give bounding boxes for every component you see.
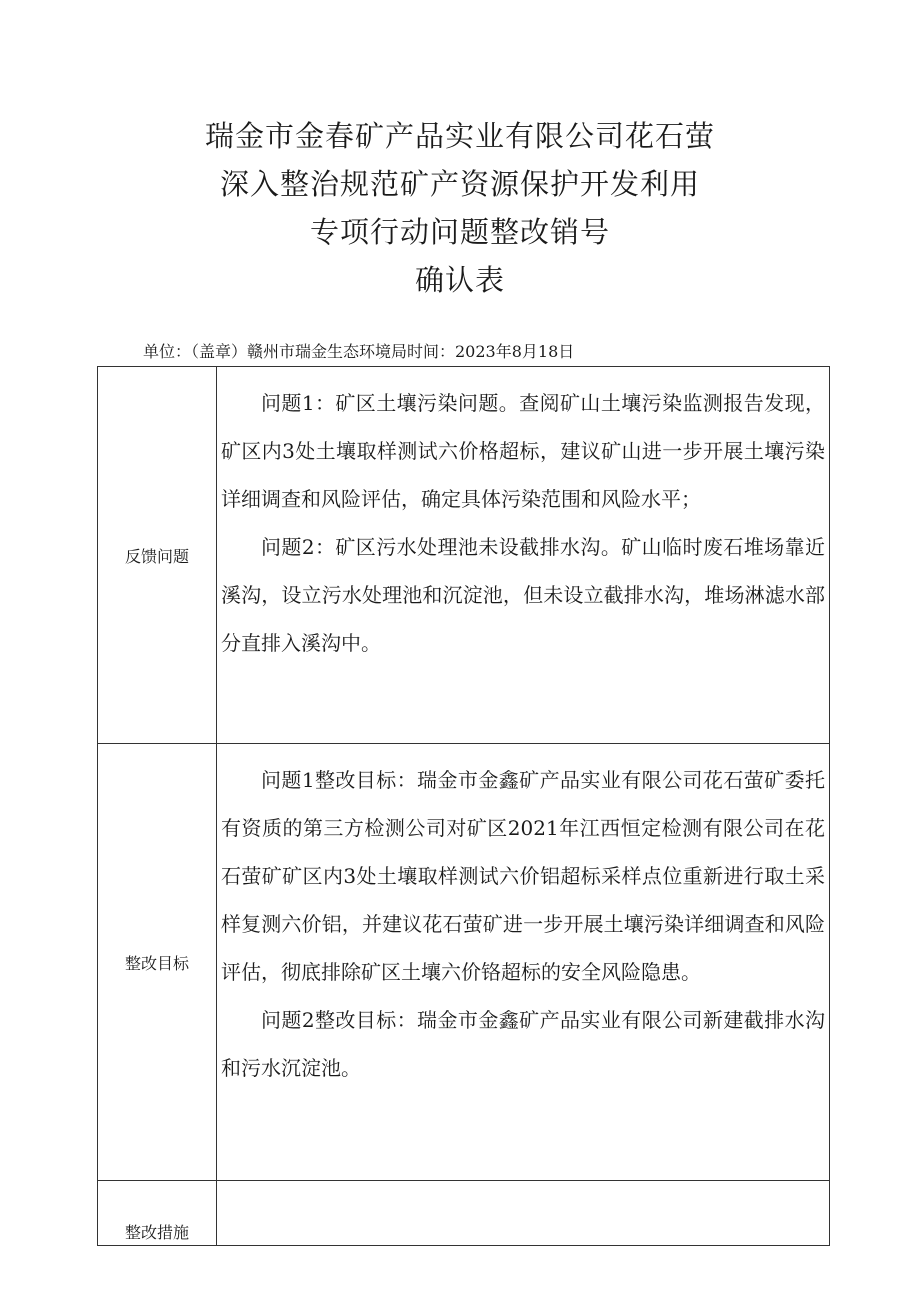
- target-label: 整改目标: [98, 744, 217, 1181]
- feedback-content: [217, 367, 830, 744]
- target-issue-2: 问题2整改目标：瑞金市金鑫矿产品实业有限公司新建截排水沟和污水沉淀池。: [221, 1008, 825, 1080]
- title-line-4: 确认表: [414, 263, 505, 297]
- document-title: [0, 112, 920, 304]
- target-content: [217, 744, 830, 1181]
- target-issue-1: 问题1整改目标：瑞金市金鑫矿产品实业有限公司花石萤矿委托有资质的第三方检测公司对矿区2021年江西恒定检测有限公司在花石萤矿矿区内3处土壤取样测试六价铝超标采样点位重新进行取土采样复测六价铝，并建议花石萤矿进一步开展土壤污染详细调查和风险评估，彻底排除矿区土壤六价铬超标的安全风险隐患。: [221, 768, 825, 984]
- table-row-feedback: [98, 367, 830, 744]
- unit-and-date-line: 单位：（盖章）赣州市瑞金生态环境局时间：2023年8月18日: [143, 342, 575, 361]
- feedback-issue-2: 问题2：矿区污水处理池未设截排水沟。矿山临时废石堆场靠近溪沟，设立污水处理池和沉淀池，但未设立截排水沟，堆场淋滤水部分直排入溪沟中。: [221, 535, 825, 655]
- measures-label: 整改措施: [98, 1181, 217, 1246]
- title-line-2: 深入整治规范矿产资源保护开发利用: [219, 167, 700, 201]
- title-line-3: 专项行动问题整改销号: [309, 215, 610, 249]
- confirmation-table: [97, 366, 830, 1246]
- measures-content: [217, 1181, 830, 1246]
- title-line-1: 瑞金市金春矿产品实业有限公司花石萤: [204, 119, 715, 153]
- table-row-target: [98, 744, 830, 1181]
- feedback-issue-1: 问题1：矿区土壤污染问题。查阅矿山土壤污染监测报告发现，矿区内3处土壤取样测试六价格超标，建议矿山进一步开展土壤污染详细调查和风险评估，确定具体污染范围和风险水平；: [221, 391, 825, 511]
- feedback-label: 反馈问题: [98, 367, 217, 744]
- table-row-measures: [98, 1181, 830, 1246]
